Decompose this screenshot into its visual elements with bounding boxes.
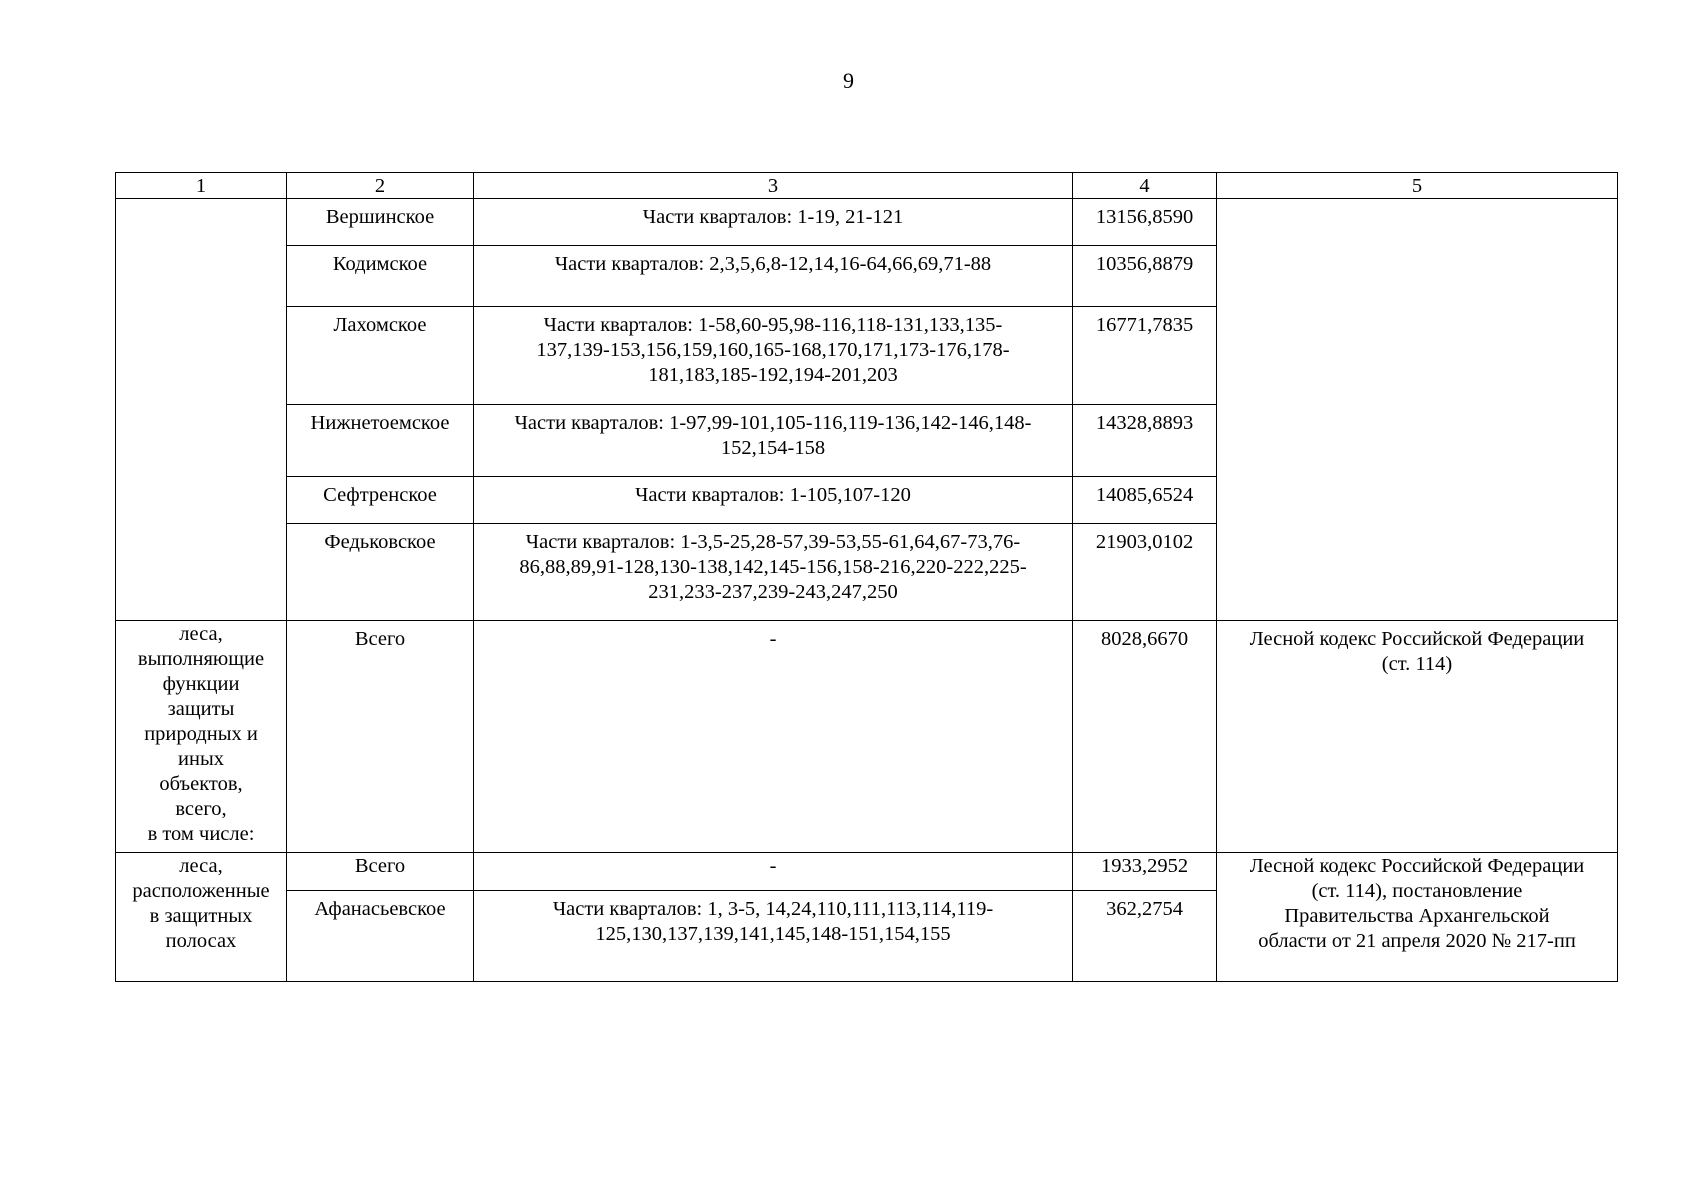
forestry-name-cell [287, 245, 474, 306]
area-cell [1073, 404, 1217, 476]
quarters-cell [474, 852, 1073, 890]
quarters-cell [474, 404, 1073, 476]
basis-cell-empty [1217, 198, 1618, 620]
category-text: леса, расположенные в защитных полосах [132, 854, 270, 952]
forestry-name: Всего [354, 627, 406, 650]
quarters-text: - [769, 627, 777, 650]
area-cell [1073, 620, 1217, 852]
forestry-name-cell [287, 890, 474, 981]
area-cell [1073, 306, 1217, 404]
basis-text: Лесной кодекс Российской Федерации (ст. 114), постановление Правительства Архангельской области от 21 апреля 2020 № 217-пп [1249, 854, 1585, 952]
basis-cell [1217, 620, 1618, 852]
quarters-cell [474, 198, 1073, 245]
forest-table [115, 172, 1618, 982]
quarters-cell [474, 245, 1073, 306]
area-cell [1073, 198, 1217, 245]
forestry-name: Федьковское [324, 530, 436, 553]
header-cell-2: 2 [287, 173, 474, 199]
forestry-name-cell [287, 404, 474, 476]
quarters-text: Части кварталов: 1-105,107-120 [635, 483, 911, 506]
forestry-name: Всего [354, 854, 406, 877]
quarters-cell [474, 523, 1073, 620]
category-cell [116, 852, 287, 981]
basis-text: Лесной кодекс Российской Федерации (ст. 114) [1249, 627, 1585, 675]
forestry-name: Афанасьевское [314, 897, 446, 920]
forestry-name: Вершинское [325, 205, 435, 228]
quarters-cell [474, 476, 1073, 523]
header-cell-5: 5 [1217, 173, 1618, 199]
header-cell-1: 1 [116, 173, 287, 199]
category-text: леса, выполняющие функции защиты природных и иных объектов, всего, в том числе: [137, 622, 265, 845]
forestry-name-cell [287, 198, 474, 245]
quarters-text: Части кварталов: 1, 3-5, 14,24,110,111,113,114,119- 125,130,137,139,141,145,148-151,154,155 [552, 897, 994, 945]
forestry-name: Лахомское [333, 313, 427, 336]
forestry-name-cell [287, 523, 474, 620]
quarters-text: Части кварталов: 1-97,99-101,105-116,119-136,142-146,148- 152,154-158 [514, 411, 1032, 459]
forestry-name-cell [287, 852, 474, 890]
quarters-cell [474, 890, 1073, 981]
quarters-text: Части кварталов: 1-58,60-95,98-116,118-131,133,135- 137,139-153,156,159,160,165-168,170,171,173-176,178- 181,183,185-192,194-201,203 [536, 313, 1010, 386]
table-row [116, 198, 1618, 245]
area-value: 10356,8879 [1095, 252, 1194, 275]
forestry-name-cell [287, 476, 474, 523]
area-value: 16771,7835 [1095, 313, 1194, 336]
quarters-text: Части кварталов: 1-19, 21-121 [642, 205, 904, 228]
header-cell-4: 4 [1073, 173, 1217, 199]
category-cell-empty [116, 198, 287, 620]
quarters-text: - [769, 854, 777, 877]
area-cell [1073, 852, 1217, 890]
forestry-name: Нижнетоемское [310, 411, 450, 434]
header-cell-3: 3 [474, 173, 1073, 199]
area-cell [1073, 890, 1217, 981]
basis-cell [1217, 852, 1618, 981]
area-value: 14085,6524 [1095, 483, 1194, 506]
quarters-cell [474, 306, 1073, 404]
forestry-name-cell [287, 620, 474, 852]
forestry-name-cell [287, 306, 474, 404]
header-row [116, 173, 1618, 199]
area-cell [1073, 245, 1217, 306]
quarters-text: Части кварталов: 2,3,5,6,8-12,14,16-64,66,69,71-88 [554, 252, 992, 275]
area-cell [1073, 476, 1217, 523]
category-cell [116, 620, 287, 852]
quarters-cell [474, 620, 1073, 852]
area-value: 362,2754 [1106, 897, 1183, 920]
page-number: 9 [843, 68, 854, 93]
area-value: 1933,2952 [1100, 854, 1189, 877]
quarters-text: Части кварталов: 1-3,5-25,28-57,39-53,55-61,64,67-73,76- 86,88,89,91-128,130-138,142,145-156,158-216,220-222,225- 231,233-237,239-243,247,250 [519, 530, 1027, 603]
area-cell [1073, 523, 1217, 620]
table-row [116, 620, 1618, 852]
area-value: 13156,8590 [1095, 205, 1194, 228]
area-value: 21903,0102 [1095, 530, 1194, 553]
table-row [116, 852, 1618, 890]
area-value: 8028,6670 [1100, 627, 1189, 650]
forestry-name: Сефтренское [323, 483, 437, 506]
forestry-name: Кодимское [332, 252, 428, 275]
area-value: 14328,8893 [1095, 411, 1194, 434]
